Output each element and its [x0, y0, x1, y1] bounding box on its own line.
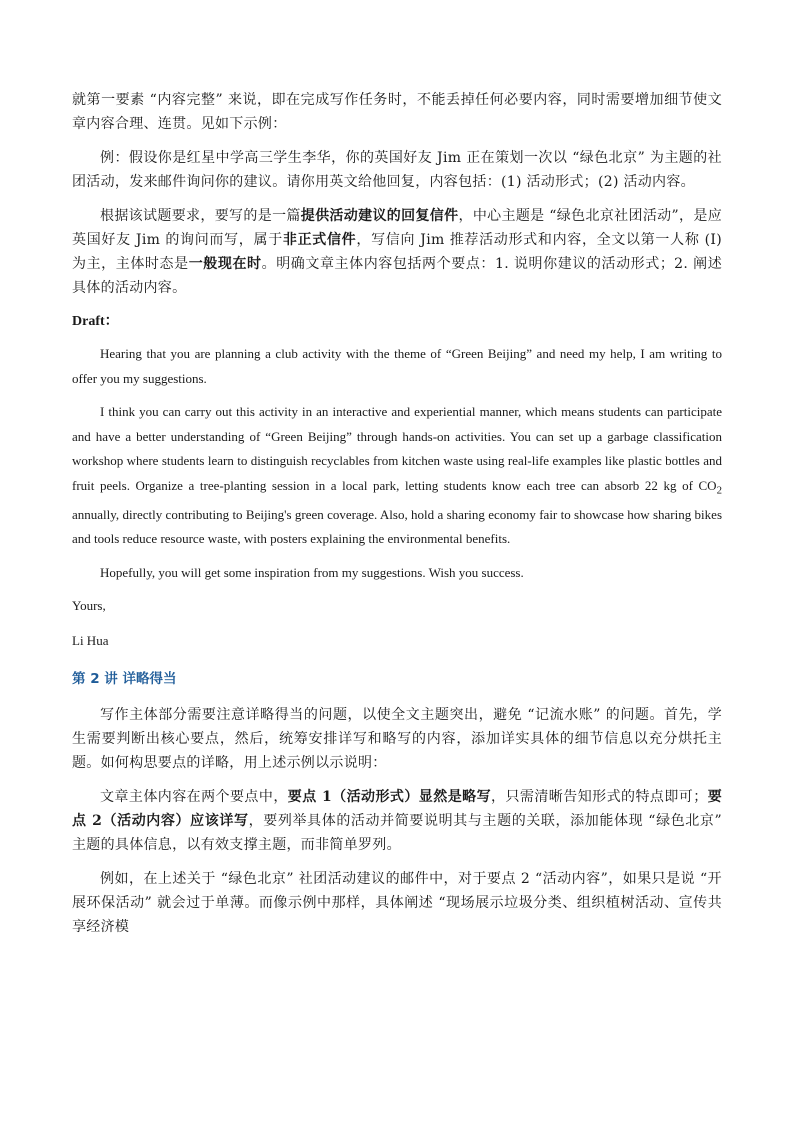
keyword-letter-type: 提供活动建议的回复信件 — [300, 208, 459, 224]
section-paragraph-1: 写作主体部分需要注意详略得当的问题，以使全文主题突出，避免 “记流水账” 的问题。首先，学生需要判断出核心要点，然后，统筹安排详写和略写的内容，添加详实具体的细节信息以充分烘托主题。如何构思要点的详略，用上述示例以示说明： — [72, 707, 722, 772]
keyword-point-2: 要点 2（活动内容）应该详写 — [72, 789, 722, 830]
draft-label: Draft： — [72, 314, 119, 329]
section-paragraph-2: 文章主体内容在两个要点中，要点 1（活动形式）显然是略写，只需清晰告知形式的特点即可；要点 2（活动内容）应该详写，要列举具体的活动并简要说明其与主题的关联，添加能体现 “绿色北京” 主题的具体信息，以有效支撑主题，而非简单罗列。 — [72, 789, 723, 854]
letter-closing: Yours, — [72, 598, 106, 614]
analysis-paragraph: 根据该试题要求，要写的是一篇提供活动建议的回复信件，中心主题是 “绿色北京社团活动”，是应英国好友 Jim 的询问而写，属于非正式信件，写信向 Jim 推荐活动形式和内容，全文以第一人称 (I) 为主，主体时态是一般现在时。明确文章主体内容包括两个要点：1. 说明你建议的活动形式；2. 阐述具体的活动内容。 — [72, 208, 723, 296]
draft-paragraph-3: Hopefully, you will get some inspiration from my suggestions. Wish you success. — [100, 564, 524, 580]
co2-subscript: 2 — [716, 484, 722, 497]
section-heading: 第 2 讲 详略得当 — [72, 671, 177, 688]
intro-paragraph: 就第一要素 “内容完整” 来说，即在完成写作任务时，不能丢掉任何必要内容，同时需要增加细节使文章内容合理、连贯。见如下示例： — [72, 92, 722, 132]
section-paragraph-3: 例如，在上述关于 “绿色北京” 社团活动建议的邮件中，对于要点 2 “活动内容”，如果只是说 “开展环保活动” 就会过于单薄。而像示例中那样，具体阐述 “现场展示垃圾分类、组织植树活动、宣传共享经济模 — [72, 871, 722, 936]
draft-paragraph-1: Hearing that you are planning a club activity with the theme of “Green Beijing” and need my help, I am writing to offer you my suggestions. — [72, 346, 722, 386]
keyword-tense: 一般现在时 — [188, 256, 262, 272]
keyword-informal-letter: 非正式信件 — [282, 232, 357, 248]
letter-signature: Li Hua — [72, 632, 109, 648]
keyword-point-1: 要点 1（活动形式）显然是略写 — [287, 789, 492, 806]
draft-paragraph-2: I think you can carry out this activity in an interactive and experiential manner, which means students can participate and have a better understanding of “Green Beijing” through hands-on activities. You can set up a garbage classification workshop where students learn to distinguish recyclables from kitchen waste using real-life examples like plastic bottles and fruit peels. Organize a tree-planting session in a local park, letting students know each tree can absorb 22 kg of $CO_2$ annually, directly contributing to Beijing's green coverage. Also, hold a sharing economy fair to showcase how sharing bikes and tools reduce resource waste, with posters explaining the environmental benefits. — [72, 404, 722, 547]
example-prompt: 例：假设你是红星中学高三学生李华，你的英国好友 Jim 正在策划一次以 “绿色北京” 为主题的社团活动，发来邮件询问你的建议。请你用英文给他回复，内容包括：(1) 活动形式；(2) 活动内容。 — [72, 150, 722, 190]
document-page — [72, 88, 722, 949]
